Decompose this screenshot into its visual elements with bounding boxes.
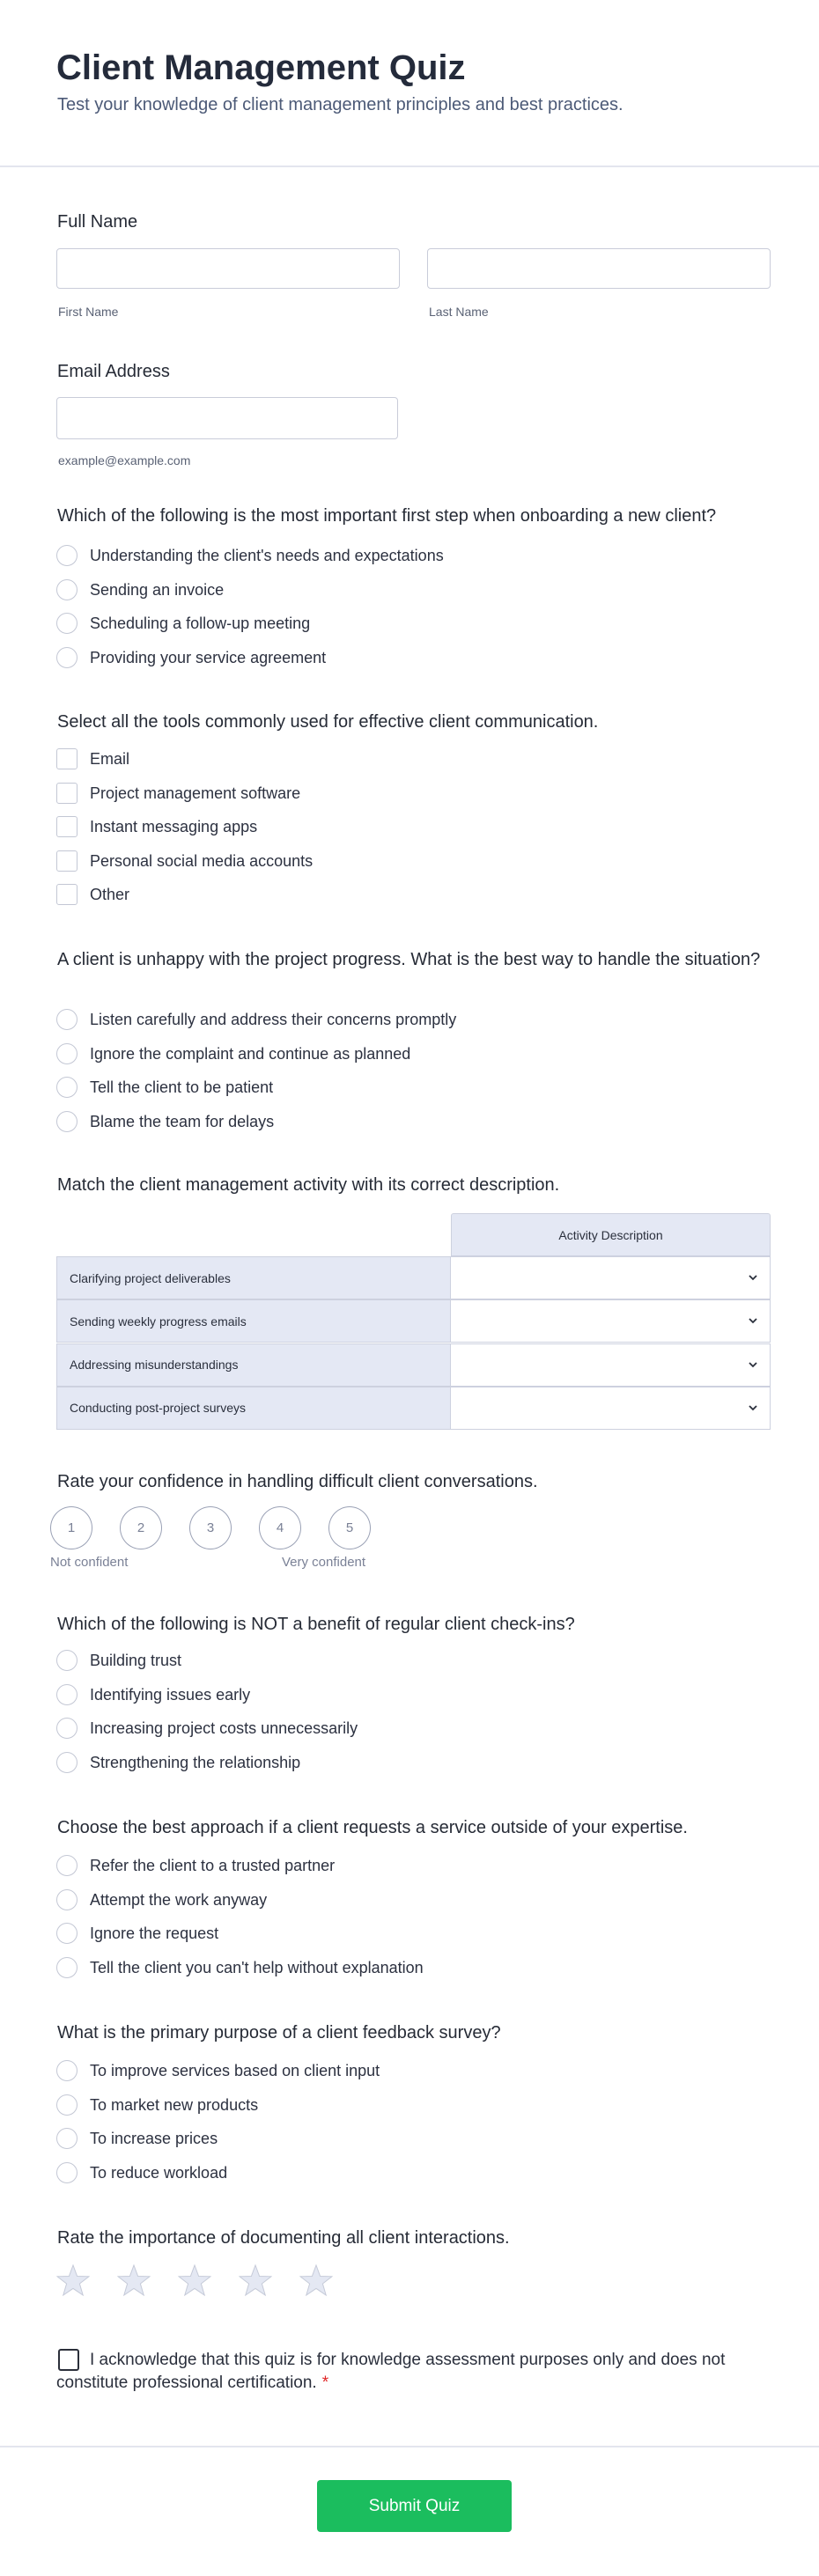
option-label: To market new products <box>90 2095 259 2114</box>
checkbox-option[interactable] <box>56 783 300 804</box>
radio-option[interactable] <box>56 1111 274 1132</box>
radio-option[interactable] <box>56 545 444 566</box>
radio-circle-icon[interactable] <box>56 1718 77 1739</box>
radio-option[interactable] <box>56 1855 335 1876</box>
matrix-row <box>56 1299 771 1343</box>
radio-option[interactable] <box>56 1889 267 1910</box>
checkbox-square-icon[interactable] <box>56 783 77 804</box>
radio-option[interactable] <box>56 2094 258 2116</box>
email-sublabel: example@example.com <box>58 453 191 467</box>
question-label: Select all the tools commonly used for effective client communication. <box>57 712 599 732</box>
matrix-column-header: Activity Description <box>451 1213 771 1256</box>
question-label: Choose the best approach if a client requests a service outside of your expertise. <box>57 1818 688 1837</box>
radio-circle-icon[interactable] <box>56 1684 77 1705</box>
radio-circle-icon[interactable] <box>56 579 77 600</box>
email-input[interactable] <box>56 397 398 439</box>
radio-circle-icon[interactable] <box>56 1111 77 1132</box>
radio-circle-icon[interactable] <box>56 1077 77 1098</box>
matrix-question-label: Match the client management activity with its correct description. <box>57 1175 560 1195</box>
radio-option[interactable] <box>56 1957 424 1978</box>
matrix-table <box>56 1213 771 1430</box>
radio-circle-icon[interactable] <box>56 1957 77 1978</box>
last-name-input[interactable] <box>427 248 771 289</box>
question-label: What is the primary purpose of a client feedback survey? <box>57 2023 501 2042</box>
radio-option[interactable] <box>56 1043 410 1064</box>
scale-question-label: Rate your confidence in handling difficult client conversations. <box>57 1472 538 1491</box>
option-label: Ignore the complaint and continue as planned <box>90 1044 411 1063</box>
option-label: Other <box>90 885 130 903</box>
radio-circle-icon[interactable] <box>56 2094 77 2116</box>
scale-option[interactable]: 4 <box>259 1506 301 1549</box>
matrix-row-label: Addressing misunderstandings <box>56 1343 451 1387</box>
radio-option[interactable] <box>56 1923 218 1944</box>
matrix-dropdown[interactable] <box>451 1299 771 1343</box>
acknowledgement-text <box>56 2349 726 2395</box>
checkbox-option[interactable] <box>56 748 129 769</box>
scale-max-label: Very confident <box>282 1555 366 1570</box>
option-label: Blame the team for delays <box>90 1112 275 1130</box>
email-label: Email Address <box>57 362 170 381</box>
last-name-sublabel: Last Name <box>429 305 489 319</box>
radio-option[interactable] <box>56 579 224 600</box>
matrix-row <box>56 1343 771 1387</box>
option-label: Tell the client to be patient <box>90 1078 274 1096</box>
option-label: To increase prices <box>90 2129 218 2147</box>
matrix-dropdown[interactable] <box>451 1387 771 1430</box>
option-label: To reduce workload <box>90 2163 228 2182</box>
option-label: Understanding the client's needs and expectations <box>90 546 444 564</box>
checkbox-option[interactable] <box>56 816 257 837</box>
acknowledgement-checkbox[interactable] <box>58 2349 79 2371</box>
radio-circle-icon[interactable] <box>56 1855 77 1876</box>
radio-circle-icon[interactable] <box>56 1650 77 1671</box>
option-label: Project management software <box>90 784 301 802</box>
checkbox-option[interactable] <box>56 850 313 872</box>
question-label: A client is unhappy with the project progress. What is the best way to handle the situation? <box>57 950 761 969</box>
option-label: Refer the client to a trusted partner <box>90 1856 336 1874</box>
page-subtitle: Test your knowledge of client management principles and best practices. <box>57 95 623 114</box>
star-icon[interactable] <box>178 2264 211 2296</box>
header-divider <box>0 166 819 167</box>
option-label: Identifying issues early <box>90 1685 251 1704</box>
radio-circle-icon[interactable] <box>56 1009 77 1030</box>
radio-circle-icon[interactable] <box>56 1923 77 1944</box>
acknowledgement-label: I acknowledge that this quiz is for knowledge assessment purposes only and does not constitute professional certification. <box>56 2351 726 2392</box>
radio-option[interactable] <box>56 1650 181 1671</box>
checkbox-square-icon[interactable] <box>56 748 77 769</box>
matrix-dropdown[interactable] <box>451 1256 771 1299</box>
radio-option[interactable] <box>56 1009 456 1030</box>
star-icon[interactable] <box>56 2264 90 2296</box>
page-title: Client Management Quiz <box>56 48 466 87</box>
first-name-sublabel: First Name <box>58 305 119 319</box>
radio-option[interactable] <box>56 2128 218 2149</box>
option-label: Scheduling a follow-up meeting <box>90 614 311 632</box>
option-label: Instant messaging apps <box>90 817 258 835</box>
radio-circle-icon[interactable] <box>56 2128 77 2149</box>
checkbox-option[interactable] <box>56 884 129 905</box>
chevron-down-icon <box>747 1271 759 1284</box>
radio-circle-icon[interactable] <box>56 647 77 668</box>
option-label: Personal social media accounts <box>90 851 314 870</box>
radio-circle-icon[interactable] <box>56 1752 77 1773</box>
option-label: Increasing project costs unnecessarily <box>90 1719 358 1737</box>
radio-circle-icon[interactable] <box>56 545 77 566</box>
chevron-down-icon <box>747 1358 759 1371</box>
footer-divider <box>0 2446 819 2447</box>
question-label: Which of the following is NOT a benefit of regular client check-ins? <box>57 1615 575 1634</box>
option-label: Strengthening the relationship <box>90 1753 301 1771</box>
radio-circle-icon[interactable] <box>56 613 77 634</box>
required-mark: * <box>321 2374 329 2392</box>
star-rating-label: Rate the importance of documenting all client interactions. <box>57 2228 510 2248</box>
radio-option[interactable] <box>56 2162 227 2183</box>
option-label: Sending an invoice <box>90 580 225 599</box>
checkbox-square-icon[interactable] <box>56 884 77 905</box>
option-label: Building trust <box>90 1651 182 1669</box>
radio-option[interactable] <box>56 613 310 634</box>
radio-circle-icon[interactable] <box>56 2060 77 2081</box>
scale-option[interactable]: 3 <box>189 1506 232 1549</box>
radio-option[interactable] <box>56 647 326 668</box>
question-label: Which of the following is the most important first step when onboarding a new client? <box>57 506 717 526</box>
matrix-row-label: Clarifying project deliverables <box>56 1256 451 1299</box>
option-label: To improve services based on client input <box>90 2061 380 2079</box>
scale-option[interactable]: 1 <box>50 1506 92 1549</box>
matrix-row-label: Conducting post-project surveys <box>56 1387 451 1430</box>
radio-option[interactable] <box>56 1077 273 1098</box>
star-icon[interactable] <box>117 2264 151 2296</box>
option-label: Email <box>90 749 130 768</box>
radio-option[interactable] <box>56 1752 300 1773</box>
radio-circle-icon[interactable] <box>56 2162 77 2183</box>
matrix-row <box>56 1387 771 1430</box>
chevron-down-icon <box>747 1314 759 1327</box>
first-name-input[interactable] <box>56 248 400 289</box>
option-label: Tell the client you can't help without explanation <box>90 1958 424 1976</box>
option-label: Listen carefully and address their concerns promptly <box>90 1010 457 1028</box>
scale-min-label: Not confident <box>50 1555 129 1570</box>
checkbox-square-icon[interactable] <box>56 816 77 837</box>
scale-option[interactable]: 5 <box>328 1506 371 1549</box>
star-icon[interactable] <box>239 2264 272 2296</box>
chevron-down-icon <box>747 1402 759 1414</box>
radio-circle-icon[interactable] <box>56 1043 77 1064</box>
matrix-row-label: Sending weekly progress emails <box>56 1299 451 1343</box>
option-label: Providing your service agreement <box>90 648 327 666</box>
checkbox-square-icon[interactable] <box>56 850 77 872</box>
scale-option[interactable]: 2 <box>120 1506 162 1549</box>
radio-circle-icon[interactable] <box>56 1889 77 1910</box>
star-icon[interactable] <box>299 2264 333 2296</box>
radio-option[interactable] <box>56 1684 250 1705</box>
full-name-label: Full Name <box>57 212 138 232</box>
option-label: Ignore the request <box>90 1924 219 1942</box>
submit-quiz-button[interactable]: Submit Quiz <box>317 2480 512 2532</box>
option-label: Attempt the work anyway <box>90 1890 268 1909</box>
matrix-dropdown[interactable] <box>451 1343 771 1387</box>
matrix-row <box>56 1256 771 1299</box>
radio-option[interactable] <box>56 1718 358 1739</box>
radio-option[interactable] <box>56 2060 380 2081</box>
